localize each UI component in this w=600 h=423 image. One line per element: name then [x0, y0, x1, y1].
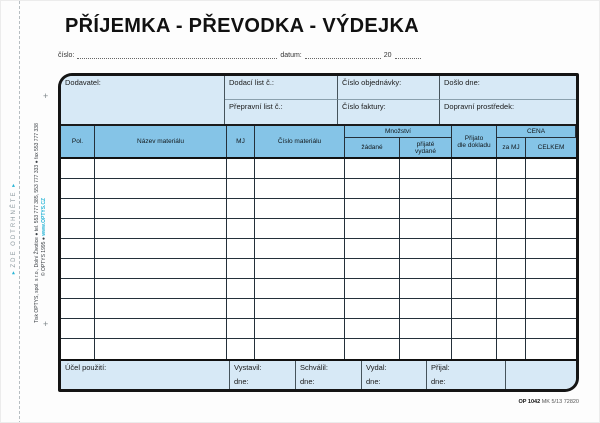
col-header-received-issued: přijaté vydané: [400, 138, 452, 157]
table-cell: [526, 159, 576, 179]
table-cell: [526, 219, 576, 239]
table-cell: [345, 319, 400, 339]
table-cell: [345, 199, 400, 219]
table-cell: [95, 219, 227, 239]
register-mark-top: +: [43, 91, 49, 101]
table-cell: [497, 279, 526, 299]
table-cell: [526, 299, 576, 319]
issued-date-label: dne:: [234, 377, 249, 386]
table-cell: [400, 299, 452, 319]
table-cell: [95, 159, 227, 179]
table-cell: [497, 179, 526, 199]
table-cell: [61, 279, 95, 299]
table-cell: [227, 339, 255, 359]
table-cell: [452, 199, 497, 219]
table-cell: [400, 319, 452, 339]
table-cell: [227, 159, 255, 179]
table-cell: [255, 299, 345, 319]
table-cell: [526, 339, 576, 359]
table-cell: [95, 239, 227, 259]
table-cell: [345, 259, 400, 279]
transport-note-field: Přepravní list č.:: [225, 100, 338, 124]
tear-arrow-icon: ▸: [11, 271, 17, 275]
signature-empty-cell: [506, 361, 576, 389]
table-cell: [95, 199, 227, 219]
table-cell: [95, 339, 227, 359]
approved-date-label: dne:: [300, 377, 315, 386]
table-cell: [255, 339, 345, 359]
table-cell: [452, 279, 497, 299]
received-date-field: Došlo dne:: [440, 76, 576, 100]
table-cell: [255, 219, 345, 239]
col-header-accepted-per-document: Přijato dle dokladu: [452, 126, 497, 157]
table-cell: [345, 179, 400, 199]
signature-section: [61, 359, 576, 389]
register-mark-bottom: +: [43, 319, 49, 329]
table-cell: [255, 239, 345, 259]
table-cell: [95, 299, 227, 319]
received-by-field: Přijal: dne:: [427, 361, 506, 389]
optys-url: www.OPTYS.CZ: [40, 197, 47, 236]
table-cell: [400, 159, 452, 179]
date-dotted-field: [305, 51, 381, 59]
table-cell: [497, 339, 526, 359]
table-cell: [345, 239, 400, 259]
col-header-quantity-group: Množství: [345, 126, 452, 138]
table-cell: [255, 259, 345, 279]
table-row: [61, 239, 576, 259]
table-cell: [61, 159, 95, 179]
number-dotted-field: [77, 51, 277, 59]
table-row: [61, 179, 576, 199]
table-cell: [95, 179, 227, 199]
table-cell: [452, 159, 497, 179]
table-row: [61, 159, 576, 179]
year-dotted-field: [395, 51, 421, 59]
table-row: [61, 219, 576, 239]
table-cell: [452, 259, 497, 279]
table-row: [61, 199, 576, 219]
table-cell: [497, 199, 526, 219]
purpose-field: Účel použití:: [61, 361, 230, 389]
approved-by-field: Schválil: dne:: [296, 361, 362, 389]
issued-by-field: Vystavil: dne:: [230, 361, 296, 389]
form-code-number: OP 1042: [518, 399, 541, 405]
table-cell: [345, 159, 400, 179]
order-number-field: Číslo objednávky:: [338, 76, 440, 100]
table-cell: [345, 279, 400, 299]
released-by-field: Vydal: dne:: [362, 361, 427, 389]
printer-imprint-vertical: [34, 123, 47, 323]
table-cell: [452, 239, 497, 259]
table-cell: [227, 199, 255, 219]
table-cell: [400, 339, 452, 359]
printer-imprint-line1: Tisk OPTYS, spol. s r.o., Dolní Životice ● tel. 553 777 385, 553 777 333 ● fax 553 777 338: [34, 123, 40, 323]
supplier-field: Dodavatel:: [61, 76, 225, 124]
table-cell: [227, 279, 255, 299]
table-cell: [255, 179, 345, 199]
table-cell: [452, 339, 497, 359]
form-frame: [58, 73, 579, 392]
table-cell: [61, 299, 95, 319]
table-row: [61, 279, 576, 299]
table-cell: [526, 319, 576, 339]
date-label: datum:: [280, 52, 302, 59]
table-cell: [526, 199, 576, 219]
table-cell: [61, 199, 95, 219]
form-title: PŘÍJEMKA - PŘEVODKA - VÝDEJKA: [65, 15, 419, 37]
table-cell: [95, 279, 227, 299]
table-cell: [400, 199, 452, 219]
table-row: [61, 299, 576, 319]
table-cell: [400, 239, 452, 259]
col-header-material-name: Název materiálu: [95, 126, 227, 157]
table-cell: [345, 299, 400, 319]
table-cell: [227, 259, 255, 279]
table-body: [61, 159, 576, 359]
table-cell: [497, 259, 526, 279]
tear-here-vertical-text: [10, 170, 17, 288]
table-cell: [61, 259, 95, 279]
table-cell: [227, 179, 255, 199]
table-cell: [95, 319, 227, 339]
table-cell: [61, 179, 95, 199]
table-cell: [255, 199, 345, 219]
table-cell: [255, 319, 345, 339]
col-header-price-per-unit: za MJ: [497, 138, 526, 157]
table-cell: [497, 239, 526, 259]
number-date-line: [58, 51, 428, 59]
table-cell: [255, 279, 345, 299]
table-cell: [497, 319, 526, 339]
year-prefix: 20: [383, 52, 392, 59]
table-cell: [400, 259, 452, 279]
table-cell: [227, 219, 255, 239]
tear-here-label: ZDE ODTRHNĚTE: [11, 190, 17, 268]
col-header-pol: Pol.: [61, 126, 95, 157]
table-cell: [255, 159, 345, 179]
table-cell: [452, 219, 497, 239]
transport-means-field: Dopravní prostředek:: [444, 102, 515, 111]
table-cell: [227, 319, 255, 339]
table-cell: [61, 319, 95, 339]
table-cell: [497, 159, 526, 179]
table-cell: [526, 179, 576, 199]
table-row: [61, 259, 576, 279]
col-header-material-number: Číslo materiálu: [255, 126, 345, 157]
table-cell: [400, 179, 452, 199]
table-cell: [497, 219, 526, 239]
form-code: [519, 399, 579, 405]
info-section: [61, 76, 576, 126]
table-cell: [526, 259, 576, 279]
print-run-code: MK 5/13 72820: [541, 399, 579, 405]
number-label: číslo:: [58, 52, 75, 59]
table-cell: [400, 219, 452, 239]
invoice-number-field: Číslo faktury:: [338, 100, 440, 124]
table-cell: [227, 299, 255, 319]
table-cell: [227, 239, 255, 259]
printer-imprint-line2: © OPTYS 1995 ● www.OPTYS.CZ: [40, 197, 47, 277]
table-cell: [95, 259, 227, 279]
tear-arrow-icon: ▸: [11, 183, 17, 187]
col-header-total: CELKEM: [537, 144, 565, 151]
table-cell: [345, 219, 400, 239]
received-date-label: dne:: [431, 377, 446, 386]
table-cell: [345, 339, 400, 359]
table-cell: [526, 239, 576, 259]
perforation-dashed-line: [19, 1, 20, 423]
table-cell: [61, 219, 95, 239]
col-header-unit: MJ: [227, 126, 255, 157]
table-cell: [61, 239, 95, 259]
released-date-label: dne:: [366, 377, 381, 386]
table-cell: [497, 299, 526, 319]
col-header-requested: žádané: [345, 138, 400, 157]
table-cell: [61, 339, 95, 359]
delivery-note-field: Dodací list č.:: [225, 76, 338, 100]
table-row: [61, 319, 576, 339]
table-cell: [526, 279, 576, 299]
col-header-price-group: CENA: [497, 126, 576, 138]
table-header: [61, 126, 576, 159]
table-cell: [452, 319, 497, 339]
table-row: [61, 339, 576, 359]
table-cell: [452, 179, 497, 199]
table-cell: [452, 299, 497, 319]
table-cell: [400, 279, 452, 299]
